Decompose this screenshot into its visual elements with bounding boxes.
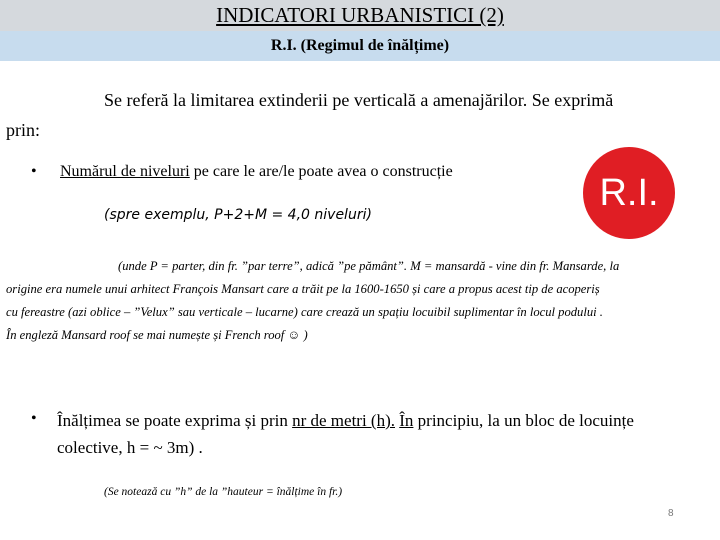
intro-paragraph (0, 85, 720, 145)
note-line: origine era numele unui arhitect François Mansart care a trăit pe la 1600-1650 și care a propus acest tip de acoperiș (6, 282, 600, 296)
ri-badge (583, 147, 675, 239)
footnote: (Se notează cu ”h” de la ”hauteur = înălțime în fr.) (104, 486, 343, 498)
page-subtitle: R.I. (Regimul de înălțime) (270, 37, 450, 54)
note-line: În engleză Mansard roof se mai numește și French roof ☺ ) (6, 328, 308, 342)
levels-description: pe care le are/le poate avea o construcție (189, 163, 453, 180)
height-text: principiu, la un bloc de locuințe (413, 411, 634, 430)
example-text: (spre exemplu, P+2+M = 4,0 niveluri) (104, 207, 372, 223)
note-line: (unde P = parter, din fr. ”par terre”, adică ”pe pământ”. M = mansardă - vine din fr. Mansarde, la (118, 259, 620, 273)
title-bar (0, 0, 720, 31)
subtitle-bar (0, 31, 720, 61)
ri-badge-label: R.I. (599, 172, 659, 214)
bullet-item-levels (60, 163, 453, 181)
levels-term: Numărul de niveluri (60, 163, 190, 180)
page-title: INDICATORI URBANISTICI (2) (216, 3, 504, 27)
height-line-1 (57, 407, 697, 434)
bullet-marker: • (31, 163, 37, 180)
height-meters-term: nr de metri (h). (292, 411, 395, 430)
intro-line-2: prin: (6, 120, 40, 140)
bullet-item-height (57, 407, 697, 461)
note-line: cu fereastre (azi oblice – ”Velux” sau verticale – lucarne) care crează un spațiu locuibil suplimentar în locul podului . (6, 305, 603, 319)
page-number: 8 (668, 508, 674, 519)
height-in-term: În (399, 411, 414, 430)
mansard-note (6, 255, 698, 347)
height-text: Înălțimea se poate exprima și prin (57, 411, 293, 430)
bullet-marker: • (31, 410, 37, 427)
height-line-2: colective, h = ~ 3m) . (57, 438, 203, 457)
intro-line-1: Se referă la limitarea extinderii pe verticală a amenajărilor. Se exprimă (104, 90, 614, 110)
